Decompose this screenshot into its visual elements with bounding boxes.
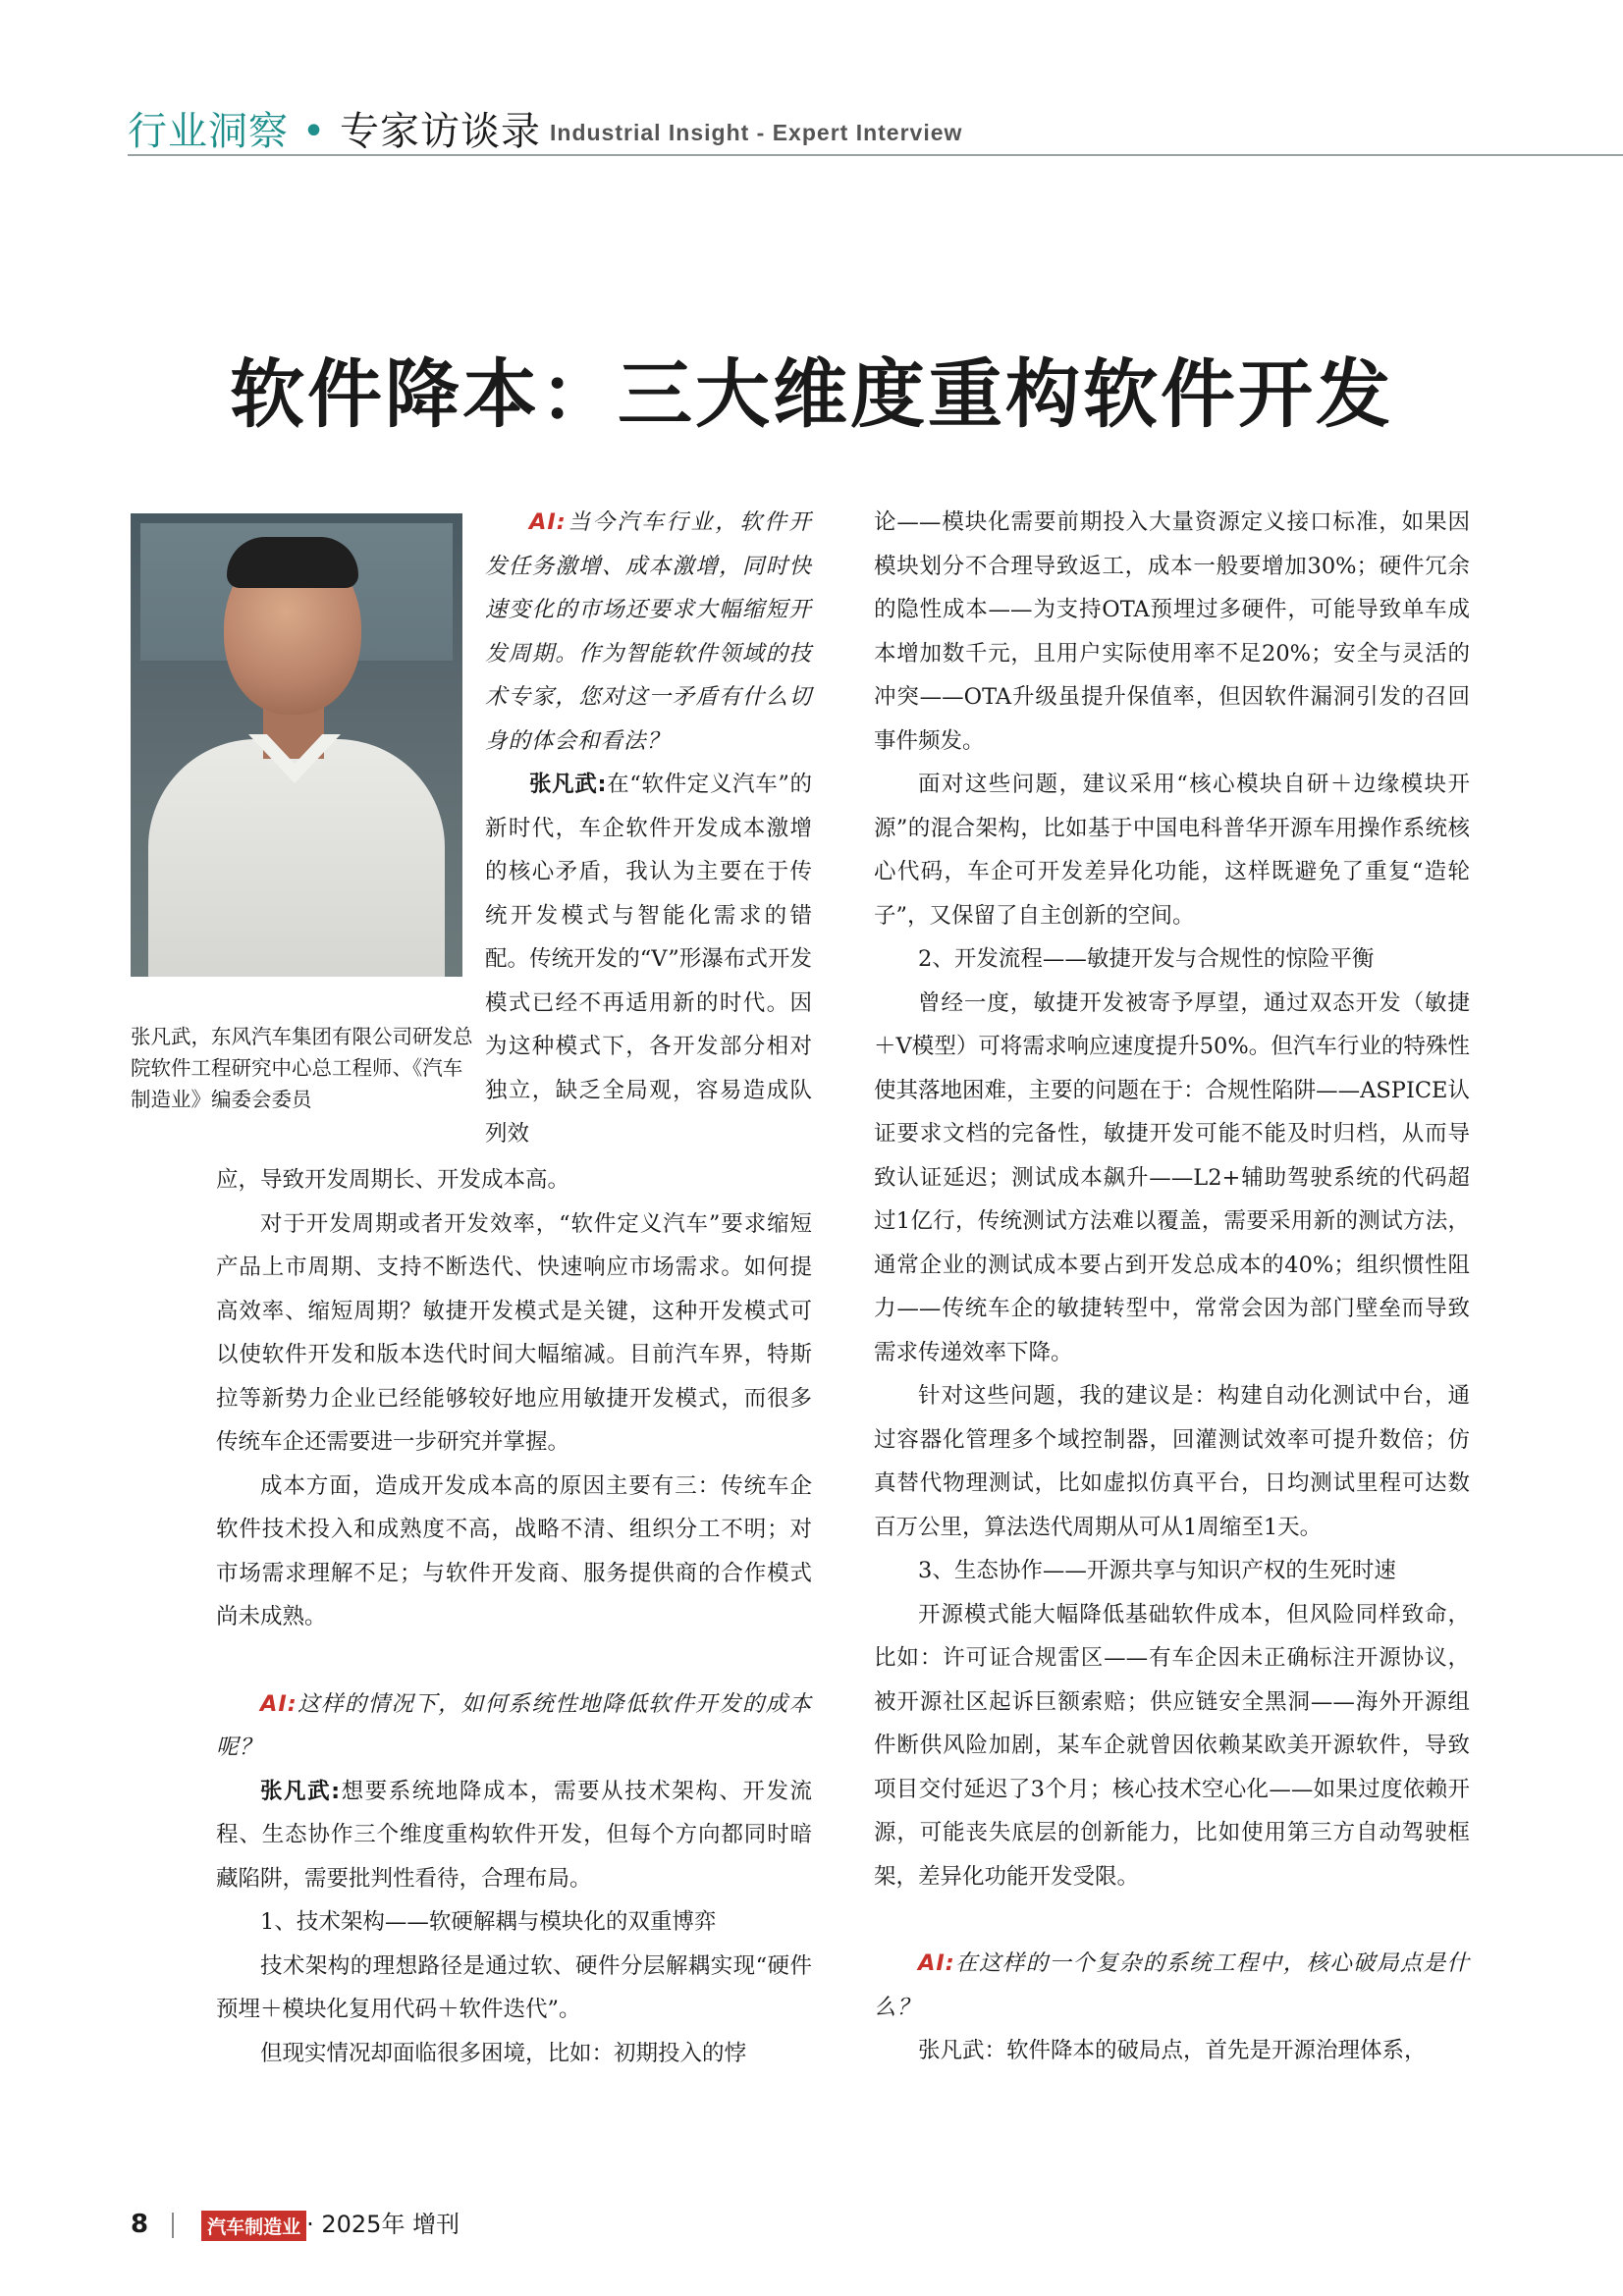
paragraph-testing: 针对这些问题，我的建议是：构建自动化测试中台，通过容器化管理多个域控制器，回灌测试效率可提升数倍；仿真替代物理测试，比如虚拟仿真平台，日均测试里程可达数百万公里，算法迭代周期从可从1周缩至1天。 (874, 1383, 1470, 1540)
magazine-logo: 汽车制造业 (201, 2211, 306, 2241)
ai-label: AI: (260, 1690, 298, 1717)
question-1 (485, 501, 812, 763)
paragraph-architecture-2: 但现实情况却面临很多困境，比如：初期投入的悖 (260, 2040, 747, 2066)
answer-2-text: 想要系统地降成本，需要从技术架构、开发流程、生态协作三个维度重构软件开发，但每个方向都同时暗藏陷阱，需要批判性看待，合理布局。 (216, 1778, 812, 1892)
photo-caption: 张凡武，东风汽车集团有限公司研发总院软件工程研究中心总工程师、《汽车制造业》编委会委员 (131, 1025, 473, 1111)
section-english: Industrial Insight - Expert Interview (550, 120, 963, 145)
answer-1 (485, 763, 812, 1156)
header-rule (128, 154, 1623, 156)
ai-label: AI: (529, 509, 567, 535)
spacer (874, 1898, 1470, 1942)
column-right (874, 501, 1470, 2073)
answer-1-text: 在“软件定义汽车”的新时代，车企软件开发成本激增的核心矛盾，我认为主要在于传统开发模式与智能化需求的错配。传统开发的“V”形瀑布式开发模式已经不再适用新的时代。因为这种模式下，各开发部分相对独立，缺乏全局观，容易造成队列效 (485, 772, 813, 1147)
heading-architecture: 1、技术架构——软硬解耦与模块化的双重博弈 (260, 1909, 717, 1935)
answer-2 (216, 1770, 812, 1901)
question-3-text: 在这样的一个复杂的系统工程中，核心破局点是什么？ (874, 1950, 1470, 2020)
section-name: 行业洞察 (128, 109, 289, 154)
paragraph-opensource: 开源模式能大幅降低基础软件成本，但风险同样致命，比如：许可证合规雷区——有车企因未正确标注开源协议，被开源社区起诉巨额索赔；供应链安全黑洞——海外开源组件断供风险加剧，某车企就曾因依赖某欧美开源软件，导致项目交付延迟了3个月；核心技术空心化——如果过度依赖开源，可能丧失底层的创新能力，比如使用第三方自动驾驶框架，差异化功能开发受限。 (874, 1601, 1470, 1890)
heading-ecosystem: 3、生态协作——开源共享与知识产权的生死时速 (918, 1558, 1396, 1583)
speaker-label: 张凡武: (260, 1778, 341, 1804)
paragraph-cost: 成本方面，造成开发成本高的原因主要有三：传统车企软件技术投入和成熟度不高，战略不清、组织分工不明；对市场需求理解不足；与软件开发商、服务提供商的合作模式尚未成熟。 (216, 1472, 812, 1629)
answer-1-tail: 应，导致开发周期长、开发成本高。 (216, 1167, 570, 1193)
paragraph-agile: 曾经一度，敏捷开发被寄予厚望，通过双态开发（敏捷＋V模型）可将需求响应速度提升50%。但汽车行业的特殊性使其落地困难，主要的问题在于：合规性陷阱——ASPICE认证要求文档的完备性，敏捷开发可能不能及时归档，从而导致认证延迟；测试成本飙升——L2+辅助驾驶系统的代码超过1亿行，传统测试方法难以覆盖，需要采用新的测试方法，通常企业的测试成本要占到开发总成本的40%；组织惯性阻力——传统车企的敏捷转型中，常常会因为部门壁垒而导致需求传递效率下降。 (874, 989, 1470, 1365)
section-dot: • (289, 109, 341, 154)
paragraph-continued: 论——模块化需要前期投入大量资源定义接口标准，如果因模块划分不合理导致返工，成本一般要增加30%；硬件冗余的隐性成本——为支持OTA预埋过多硬件，可能导致单车成本增加数千元，且用户实际使用率不足20%；安全与灵活的冲突——OTA升级虽提升保值率，但因软件漏洞引发的召回事件频发。 (874, 509, 1470, 754)
column-left-top (485, 501, 812, 1156)
section-title (128, 100, 541, 156)
photo-hair (227, 537, 358, 588)
portrait-photo (131, 513, 462, 977)
page-header (128, 100, 1623, 159)
issue-label: · 2025年 增刊 (306, 2211, 460, 2238)
article-title: 软件降本：三大维度重构软件开发 (230, 349, 1393, 438)
question-1-text: 当今汽车行业，软件开发任务激增、成本激增，同时快速变化的市场还要求大幅缩短开发周期。作为智能软件领域的技术专家，您对这一矛盾有什么切身的体会和看法？ (485, 509, 812, 754)
footer-divider (172, 2213, 174, 2238)
heading-process: 2、开发流程——敏捷开发与合规性的惊险平衡 (918, 946, 1375, 972)
section-subtitle: 专家访谈录 (340, 109, 542, 154)
column-left (216, 1158, 812, 2075)
question-3 (874, 1942, 1470, 2029)
answer-3: 张凡武：软件降本的破局点，首先是开源治理体系， (918, 2038, 1427, 2063)
speaker-label: 张凡武: (529, 772, 607, 797)
spacer (216, 1639, 812, 1682)
paragraph-architecture: 技术架构的理想路径是通过软、硬件分层解耦实现“硬件预埋＋模块化复用代码＋软件迭代”。 (216, 1952, 812, 2022)
question-2-text: 这样的情况下，如何系统性地降低软件开发的成本呢？ (216, 1690, 812, 1760)
paragraph-cycle: 对于开发周期或者开发效率，“软件定义汽车”要求缩短产品上市周期、支持不断迭代、快速响应市场需求。如何提高效率、缩短周期？敏捷开发模式是关键，这种开发模式可以使软件开发和版本迭代时间大幅缩减。目前汽车界，特斯拉等新势力企业已经能够较好地应用敏捷开发模式，而很多传统车企还需要进一步研究并掌握。 (216, 1210, 812, 1455)
page-footer (131, 2205, 460, 2244)
ai-label: AI: (918, 1950, 955, 1976)
paragraph-hybrid: 面对这些问题，建议采用“核心模块自研＋边缘模块开源”的混合架构，比如基于中国电科普华开源车用操作系统核心代码，车企可开发差异化功能，这样既避免了重复“造轮子”，又保留了自主创新的空间。 (874, 772, 1470, 929)
question-2 (216, 1682, 812, 1770)
page-number: 8 (131, 2210, 149, 2239)
